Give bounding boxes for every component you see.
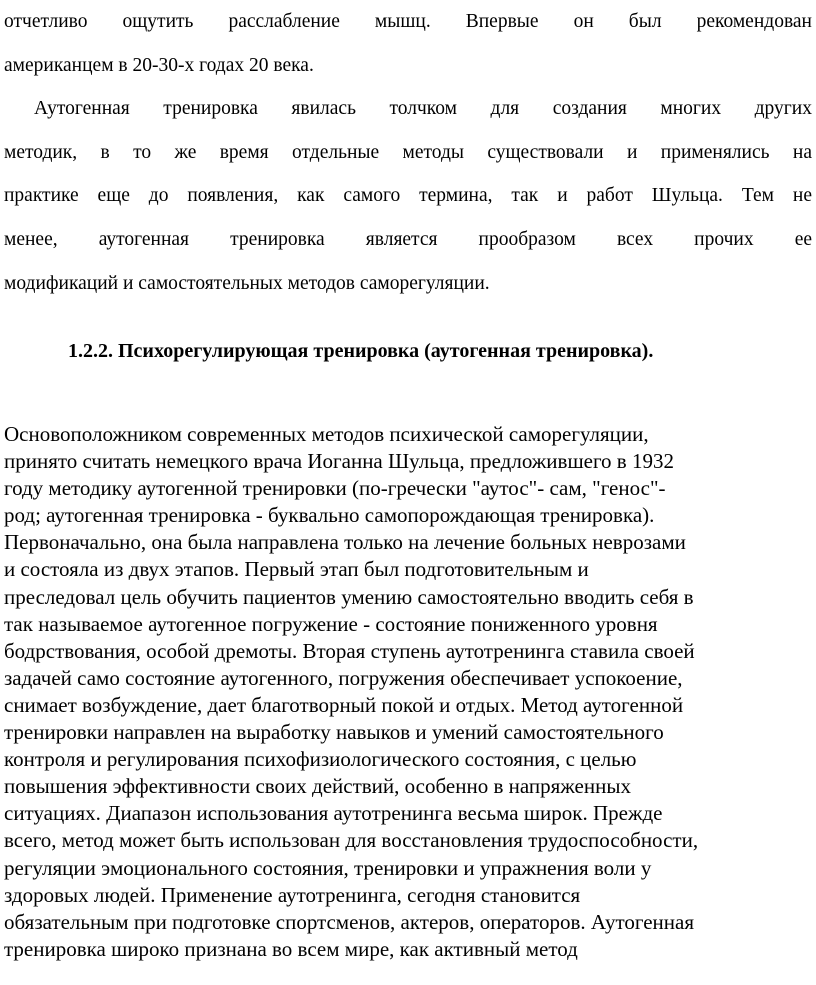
- paragraph-line: повышения эффективности своих действий, особенно в напряженных: [4, 774, 631, 799]
- paragraph-line: менее, аутогенная тренировка является прообразом всех прочих ее: [4, 228, 812, 250]
- paragraph-line: Аутогенная тренировка явилась толчком для создания многих других: [34, 98, 812, 120]
- body-paragraph: [4, 421, 816, 963]
- section-heading: 1.2.2. Психорегулирующая тренировка (аутогенная тренировка).: [68, 340, 654, 362]
- paragraph-line: контроля и регулирования психофизиологического состояния, с целью: [4, 747, 637, 772]
- paragraph-line: регуляции эмоционального состояния, тренировки и упражнения воли у: [4, 855, 652, 880]
- paragraph-line: тренировки направлен на выработку навыков и умений самостоятельного: [4, 720, 664, 745]
- paragraph-line: Основоположником современных методов психической саморегуляции,: [4, 422, 649, 446]
- paragraph-line: Первоначально, она была направлена только на лечение больных неврозами: [4, 530, 686, 555]
- paragraph-line: преследовал цель обучить пациентов умению самостоятельно вводить себя в: [4, 584, 694, 609]
- paragraph-line: модификаций и самостоятельных методов саморегуляции.: [4, 272, 490, 294]
- paragraph-line: практике еще до появления, как самого термина, так и работ Шульца. Тем не: [4, 185, 812, 207]
- paragraph-line: году методику аутогенной тренировки (по-гречески "аутос"- сам, "генос"-: [4, 476, 666, 501]
- paragraph-line: здоровых людей. Применение аутотренинга, сегодня становится: [4, 882, 581, 907]
- paragraph-line: американцем в 20-30-х годах 20 века.: [4, 54, 314, 76]
- paragraph-line: всего, метод может быть использован для восстановления трудоспособности,: [4, 828, 699, 853]
- paragraph-line: задачей само состояние аутогенного, погружения обеспечивает успокоение,: [4, 665, 683, 690]
- paragraph-line: ситуациях. Диапазон использования аутотренинга весьма широк. Прежде: [4, 801, 663, 826]
- paragraph-line: принято считать немецкого врача Иоганна Шульца, предложившего в 1932: [4, 449, 674, 474]
- intro-paragraph: [4, 0, 812, 305]
- paragraph-line: отчетливо ощутить расслабление мышц. Впервые он был рекомендован: [4, 11, 812, 32]
- paragraph-line: род; аутогенная тренировка - буквально самопорождающая тренировка).: [4, 503, 655, 528]
- paragraph-line: и состояла из двух этапов. Первый этап был подготовительным и: [4, 557, 589, 582]
- paragraph-line: тренировка широко признана во всем мире, как активный метод: [4, 936, 578, 961]
- paragraph-line: снимает возбуждение, дает благотворный покой и отдых. Метод аутогенной: [4, 692, 684, 717]
- paragraph-line: методик, в то же время отдельные методы существовали и применялись на: [4, 141, 812, 163]
- paragraph-line: обязательным при подготовке спортсменов, актеров, операторов. Аутогенная: [4, 909, 695, 934]
- paragraph-line: так называемое аутогенное погружение - состояние пониженного уровня: [4, 611, 658, 636]
- paragraph-line: бодрствования, особой дремоты. Вторая ступень аутотренинга ставила своей: [4, 638, 695, 663]
